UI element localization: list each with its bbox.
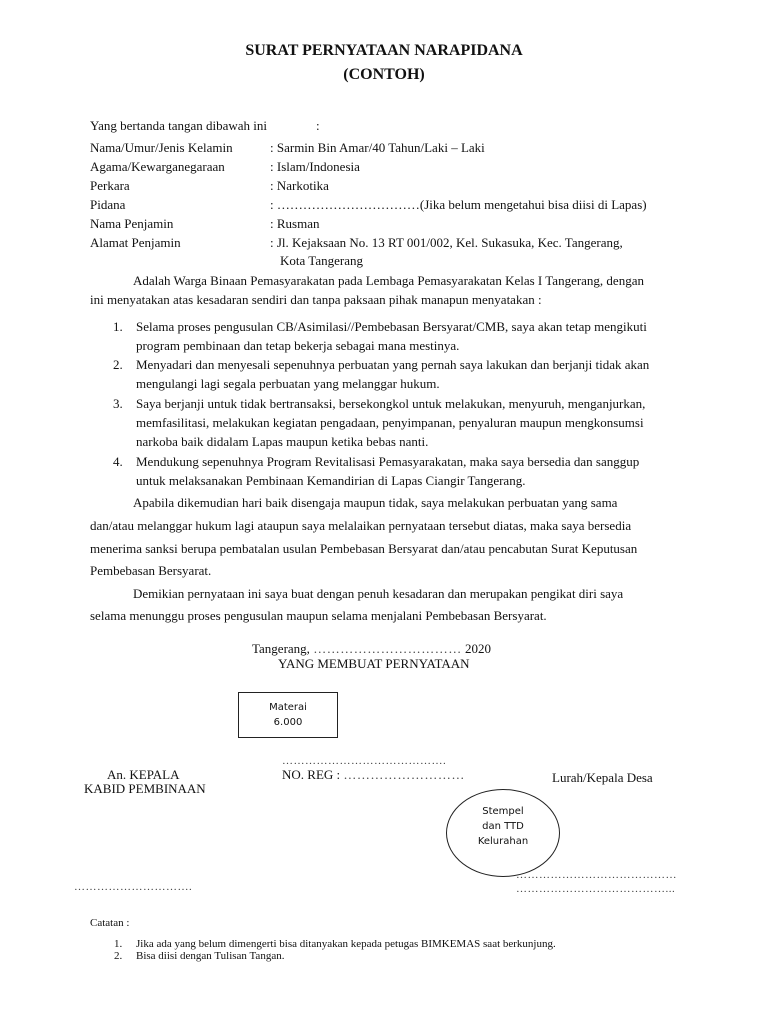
document-subtitle: (CONTOH) (343, 66, 425, 83)
materai-box (238, 692, 338, 738)
right-sign-title: Lurah/Kepala Desa (552, 770, 653, 785)
date-blank[interactable]: …………………………… (313, 641, 462, 656)
list-item-line: memfasilitasi, melakukan kegiatan pengadaan, penyimpanan, penyaluran maupun mengkonsumsi (136, 415, 644, 430)
paragraph-line: Pembebasan Bersyarat. (90, 563, 212, 578)
list-item-line: Saya berjanji untuk tidak bertransaksi, bersekongkol untuk melakukan, menyuruh, menganjurkan, (136, 396, 646, 411)
note-number: 2. (114, 950, 123, 962)
field-label: Nama/Umur/Jenis Kelamin (90, 140, 233, 155)
paragraph-line: Demikian pernyataan ini saya buat dengan penuh kesadaran dan merupakan pengikat diri saya (133, 586, 624, 601)
field-label: Alamat Penjamin (90, 235, 181, 250)
notes-title: Catatan : (90, 917, 130, 929)
note-text: Jika ada yang belum dimengerti bisa ditanyakan kepada petugas BIMKEMAS saat berkunjung. (136, 938, 556, 950)
noreg-blank[interactable]: ……………………… (343, 767, 465, 782)
list-item-line: narkoba baik didalam Lapas maupun ketika bebas nanti. (136, 434, 429, 449)
right-sign-name-blank[interactable]: …………………………………… (516, 869, 677, 881)
field-value: : ……………………………(Jika belum mengetahui bisa diisi di Lapas) (270, 197, 647, 212)
stempel-line: Kelurahan (477, 836, 529, 847)
field-label: Agama/Kewarganegaraan (90, 159, 225, 174)
list-number: 3. (113, 396, 123, 411)
stempel-circle (446, 789, 560, 877)
field-value: : Sarmin Bin Amar/40 Tahun/Laki – Laki (270, 140, 485, 155)
paragraph-line: menerima sanksi berupa pembatalan usulan Pembebasan Bersyarat dan/atau pencabutan Surat Keputusan (90, 541, 638, 556)
address-line-2: Kota Tangerang (280, 253, 363, 268)
paragraph-line: selama menunggu proses pengusulan maupun selama menjalani Pembebasan Bersyarat. (90, 608, 547, 623)
list-number: 1. (113, 319, 123, 334)
list-item-line: untuk melaksanakan Pembinaan Kemandirian di Lapas Ciangir Tangerang. (136, 473, 526, 488)
maker-label: YANG MEMBUAT PERNYATAAN (278, 656, 470, 671)
left-sign-title-2: KABID PEMBINAAN (84, 781, 206, 796)
list-number: 4. (113, 454, 123, 469)
date-year: 2020 (461, 641, 491, 656)
intro-text: Yang bertanda tangan dibawah ini (90, 118, 268, 133)
noreg-line (282, 766, 465, 784)
field-value: : Rusman (270, 216, 320, 231)
note-text: Bisa diisi dengan Tulisan Tangan. (136, 950, 285, 962)
maker-name-blank[interactable]: ……………………………………. (282, 755, 447, 767)
field-label: Pidana (90, 197, 126, 212)
materai-value: 6.000 (273, 717, 303, 728)
paragraph-line: ini menyatakan atas kesadaran sendiri dan tanpa paksaan pihak manapun menyatakan : (90, 292, 542, 307)
left-sign-name-blank[interactable]: …………………………. (74, 881, 193, 893)
note-number: 1. (114, 938, 123, 950)
list-item-line: Mendukung sepenuhnya Program Revitalisasi Pemasyarakatan, maka saya bersedia dan sanggup (136, 454, 640, 469)
list-item-line: mengulangi lagi segala perbuatan yang melanggar hukum. (136, 376, 440, 391)
field-value: : Narkotika (270, 178, 329, 193)
field-label: Nama Penjamin (90, 216, 174, 231)
field-label: Perkara (90, 178, 130, 193)
materai-label: Materai (269, 702, 307, 713)
right-sign-nip-blank[interactable]: …………………………………... (516, 883, 676, 895)
intro-colon: : (316, 118, 320, 133)
left-sign-title-1: An. KEPALA (107, 767, 180, 782)
list-item-line: program pembinaan dan tetap bekerja sebagai mana mestinya. (136, 338, 460, 353)
list-item-line: Selama proses pengusulan CB/Asimilasi//Pembebasan Bersyarat/CMB, saya akan tetap mengikuti (136, 319, 647, 334)
stempel-line: Stempel (482, 806, 524, 817)
place-date-prefix: Tangerang, (252, 641, 314, 656)
paragraph-line: Adalah Warga Binaan Pemasyarakatan pada Lembaga Pemasyarakatan Kelas I Tangerang, dengan (133, 273, 644, 288)
field-value: : Islam/Indonesia (270, 159, 360, 174)
noreg-label: NO. REG : (282, 767, 344, 782)
stempel-line: dan TTD (482, 821, 524, 832)
paragraph-line: dan/atau melanggar hukum lagi ataupun saya melalaikan pernyataan tersebut diatas, maka saya bersedia (90, 518, 632, 533)
list-number: 2. (113, 357, 123, 372)
paragraph-line: Apabila dikemudian hari baik disengaja maupun tidak, saya melakukan perbuatan yang sama (133, 495, 618, 510)
list-item-line: Menyadari dan menyesali sepenuhnya perbuatan yang pernah saya lakukan dan berjanji tidak akan (136, 357, 650, 372)
field-value: : Jl. Kejaksaan No. 13 RT 001/002, Kel. Sukasuka, Kec. Tangerang, (270, 235, 623, 250)
document-title: SURAT PERNYATAAN NARAPIDANA (245, 42, 523, 59)
